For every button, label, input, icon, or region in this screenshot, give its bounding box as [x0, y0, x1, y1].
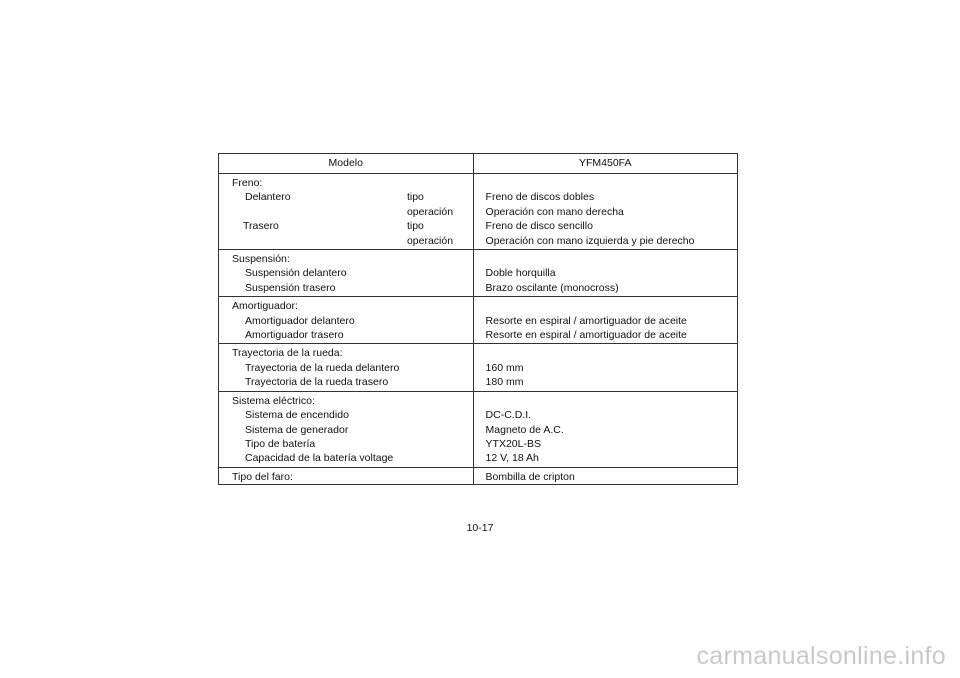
- section-title-electrico: Sistema eléctrico:: [232, 394, 315, 407]
- table-row: [219, 344, 738, 361]
- table-row: [219, 375, 738, 391]
- freno-delantero-tipo-label: tipo: [407, 190, 473, 204]
- header-model-value: YFM450FA: [473, 154, 737, 174]
- freno-trasero-tipo-label: tipo: [407, 219, 473, 233]
- section-title-trayectoria: Trayectoria de la rueda:: [232, 347, 343, 360]
- suspension-trasero-label: Suspensión trasero: [219, 281, 407, 297]
- table-row: [219, 281, 738, 297]
- table-row: [219, 205, 738, 219]
- table-row: [219, 297, 738, 314]
- section-title-freno: Freno:: [232, 177, 263, 189]
- specification-table: [218, 153, 738, 485]
- table-row: [219, 266, 738, 280]
- freno-trasero-operacion-value: Operación con mano izquierda y pie derecho: [473, 234, 737, 250]
- amortiguador-delantero-label: Amortiguador delantero: [245, 314, 355, 327]
- trayectoria-delantero-label: Trayectoria de la rueda delantero: [245, 361, 400, 374]
- freno-trasero-tipo-value: Freno de disco sencillo: [485, 220, 593, 233]
- bateria-label: Tipo de batería: [245, 437, 316, 450]
- header-model-label: Modelo: [219, 154, 474, 174]
- table-row: [219, 437, 738, 451]
- page-number: 10-17: [466, 522, 494, 534]
- faro-value: Bombilla de cripton: [485, 470, 575, 483]
- generador-value: Magneto de A.C.: [485, 423, 564, 436]
- section-title-amortiguador: Amortiguador:: [232, 300, 298, 313]
- table-header-row: [219, 154, 738, 174]
- table-row: [219, 361, 738, 375]
- capacidad-value: 12 V, 18 Ah: [473, 451, 737, 467]
- bateria-value: YTX20L-BS: [485, 437, 541, 450]
- table-row: [219, 451, 738, 467]
- trayectoria-trasero-label: Trayectoria de la rueda trasero: [219, 375, 407, 391]
- table-row: [219, 314, 738, 328]
- suspension-delantero-label: Suspensión delantero: [245, 267, 347, 280]
- table-row: [219, 328, 738, 344]
- suspension-trasero-value: Brazo oscilante (monocross): [473, 281, 737, 297]
- table-row: [219, 408, 738, 422]
- encendido-label: Sistema de encendido: [245, 409, 349, 422]
- freno-delantero-operacion-value: Operación con mano derecha: [485, 205, 624, 218]
- freno-trasero-operacion-label: operación: [407, 234, 473, 250]
- watermark: carmanualsonline.info: [696, 642, 946, 670]
- amortiguador-trasero-label: Amortiguador trasero: [219, 328, 407, 344]
- table-row: [219, 190, 738, 204]
- table-row: [219, 174, 738, 191]
- table-row: [219, 467, 738, 484]
- freno-delantero-label: Delantero: [245, 191, 291, 204]
- amortiguador-delantero-value: Resorte en espiral / amortiguador de aceite: [485, 314, 687, 327]
- trayectoria-trasero-value: 180 mm: [473, 375, 737, 391]
- freno-trasero-label: Trasero: [243, 220, 279, 233]
- suspension-delantero-value: Doble horquilla: [485, 267, 556, 280]
- section-title-suspension: Suspensión:: [232, 253, 290, 266]
- encendido-value: DC-C.D.I.: [485, 409, 532, 422]
- table-row: [219, 250, 738, 267]
- generador-label: Sistema de generador: [245, 423, 349, 436]
- table-row: [219, 219, 738, 233]
- amortiguador-trasero-value: Resorte en espiral / amortiguador de aceite: [473, 328, 737, 344]
- table-row: [219, 234, 738, 250]
- table-row: [219, 391, 738, 408]
- faro-label: Tipo del faro:: [232, 470, 293, 483]
- freno-delantero-tipo-value: Freno de discos dobles: [485, 191, 595, 204]
- freno-delantero-operacion-label: operación: [407, 205, 473, 219]
- capacidad-label: Capacidad de la batería voltage: [219, 451, 407, 467]
- table-row: [219, 423, 738, 437]
- trayectoria-delantero-value: 160 mm: [485, 361, 524, 374]
